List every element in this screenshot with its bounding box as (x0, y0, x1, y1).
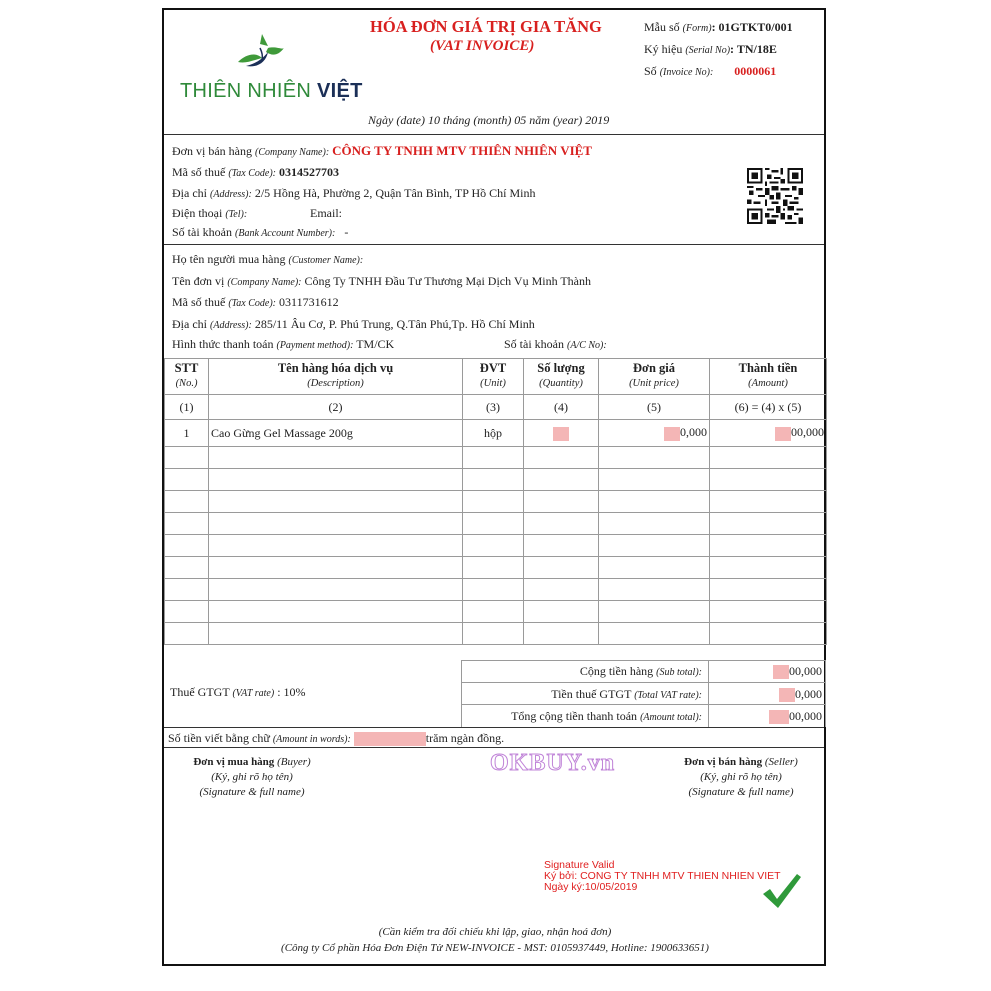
header-quantity: Số lượng (Quantity) (524, 359, 599, 395)
amount-in-words: Số tiền viết bằng chữ (Amount in words): trăm ngàn đồng. (168, 731, 505, 745)
seller-company: Đơn vị bán hàng (Company Name): CÔNG TY TNHH MTV THIÊN NHIÊN VIỆT (172, 143, 592, 158)
buyer-signature-block: Đơn vị mua hàng (Buyer) (Ký, ghi rõ họ tên) (Signature & full name) (193, 756, 311, 798)
table-row (165, 623, 827, 645)
redacted-block (769, 710, 789, 724)
vat-label: Tiền thuế GTGT (Total VAT rate): (551, 687, 702, 701)
invoice-title-en: (VAT INVOICE) (430, 38, 535, 54)
qr-code (747, 168, 803, 224)
redacted-block (775, 427, 791, 441)
divider (164, 747, 824, 748)
table-row (165, 557, 827, 579)
vat-rate: Thuế GTGT (VAT rate) : 10% (170, 685, 306, 699)
seller-bank-account: Số tài khoản (Bank Account Number): - (172, 225, 349, 239)
redacted-block (354, 732, 426, 746)
table-row (165, 491, 827, 513)
buyer-tax-code: Mã số thuế (Tax Code): 0311731612 (172, 295, 339, 309)
invoice-number: Số (Invoice No): 0000061 (644, 64, 777, 78)
row-amount: 00,000 (710, 420, 827, 447)
redacted-block (779, 688, 795, 702)
row-unit-price: 0,000 (599, 420, 710, 447)
seller-signature-block: Đơn vị bán hàng (Seller) (Ký, ghi rõ họ tên) (Signature & full name) (684, 756, 798, 798)
row-no: 1 (165, 420, 209, 447)
okbuy-watermark: OKBUY.vn (490, 750, 616, 776)
seller-phone: Điện thoại (Tel): (172, 206, 248, 220)
redacted-block (773, 665, 789, 679)
divider (164, 727, 824, 728)
seller-email: Email: (310, 206, 342, 220)
footer-note: (Cần kiểm tra đối chiếu khi lập, giao, nhận hoá đơn) (378, 926, 612, 938)
subtotal-value: 00,000 (773, 664, 822, 679)
row-description: Cao Gừng Gel Massage 200g (209, 420, 463, 447)
row-quantity (524, 420, 599, 447)
totals-col-divider (708, 660, 709, 727)
form-number: Mẫu số (Form): 01GTKT0/001 (644, 20, 793, 34)
redacted-block (664, 427, 680, 441)
items-table (164, 358, 827, 645)
leaf-logo-icon (232, 32, 284, 80)
buyer-name: Họ tên người mua hàng (Customer Name): (172, 252, 364, 266)
header-amount: Thành tiền (Amount) (710, 359, 827, 395)
subtotal-label: Cộng tiền hàng (Sub total): (579, 664, 702, 678)
divider (164, 244, 824, 245)
vat-value: 0,000 (779, 687, 822, 702)
invoice-page (162, 8, 826, 966)
redacted-block (553, 427, 569, 441)
header-description: Tên hàng hóa dịch vụ (Description) (209, 359, 463, 395)
header-unit-price: Đơn giá (Unit price) (599, 359, 710, 395)
invoice-date: Ngày (date) 10 tháng (month) 05 năm (year) 2019 (368, 113, 610, 127)
digital-signature: Signature Valid Ký bởi: CONG TY TNHH MTV THIEN NHIEN VIET Ngày ký:10/05/2019 (544, 859, 781, 893)
seller-address: Địa chỉ (Address): 2/5 Hồng Hà, Phường 2, Quận Tân Bình, TP Hồ Chí Minh (172, 186, 536, 200)
header-stt: STT (No.) (165, 359, 209, 395)
table-row (165, 535, 827, 557)
buyer-address: Địa chỉ (Address): 285/11 Âu Cơ, P. Phú Trung, Q.Tân Phú,Tp. Hồ Chí Minh (172, 317, 535, 331)
payment-method: Hình thức thanh toán (Payment method): TM/CK (172, 337, 395, 351)
checkmark-icon (761, 872, 803, 912)
table-row (165, 513, 827, 535)
brand-name: THIÊN NHIÊN VIỆT (180, 80, 363, 102)
footer-provider: (Công ty Cổ phần Hóa Đơn Điện Tử NEW-INVOICE - MST: 0105937449, Hotline: 1900633651) (281, 942, 709, 954)
row-unit: hộp (463, 420, 524, 447)
numbering-row: (1) (2) (3) (4) (5) (6) = (4) x (5) (165, 395, 827, 420)
seller-tax-code: Mã số thuế (Tax Code): 0314527703 (172, 165, 340, 179)
invoice-title: HÓA ĐƠN GIÁ TRỊ GIA TĂNG (370, 17, 602, 36)
buyer-account: Số tài khoản (A/C No): (504, 337, 607, 351)
header-unit: ĐVT (Unit) (463, 359, 524, 395)
serial-number: Ký hiệu (Serial No): TN/18E (644, 42, 777, 56)
table-row (165, 420, 827, 447)
table-row (165, 447, 827, 469)
table-row (165, 579, 827, 601)
buyer-company: Tên đơn vị (Company Name): Công Ty TNHH Đầu Tư Thương Mại Dịch Vụ Minh Thành (172, 274, 592, 288)
table-row (165, 469, 827, 491)
total-label: Tổng cộng tiền thanh toán (Amount total): (511, 709, 702, 723)
table-row (165, 601, 827, 623)
divider (164, 134, 824, 135)
total-value: 00,000 (769, 709, 822, 724)
